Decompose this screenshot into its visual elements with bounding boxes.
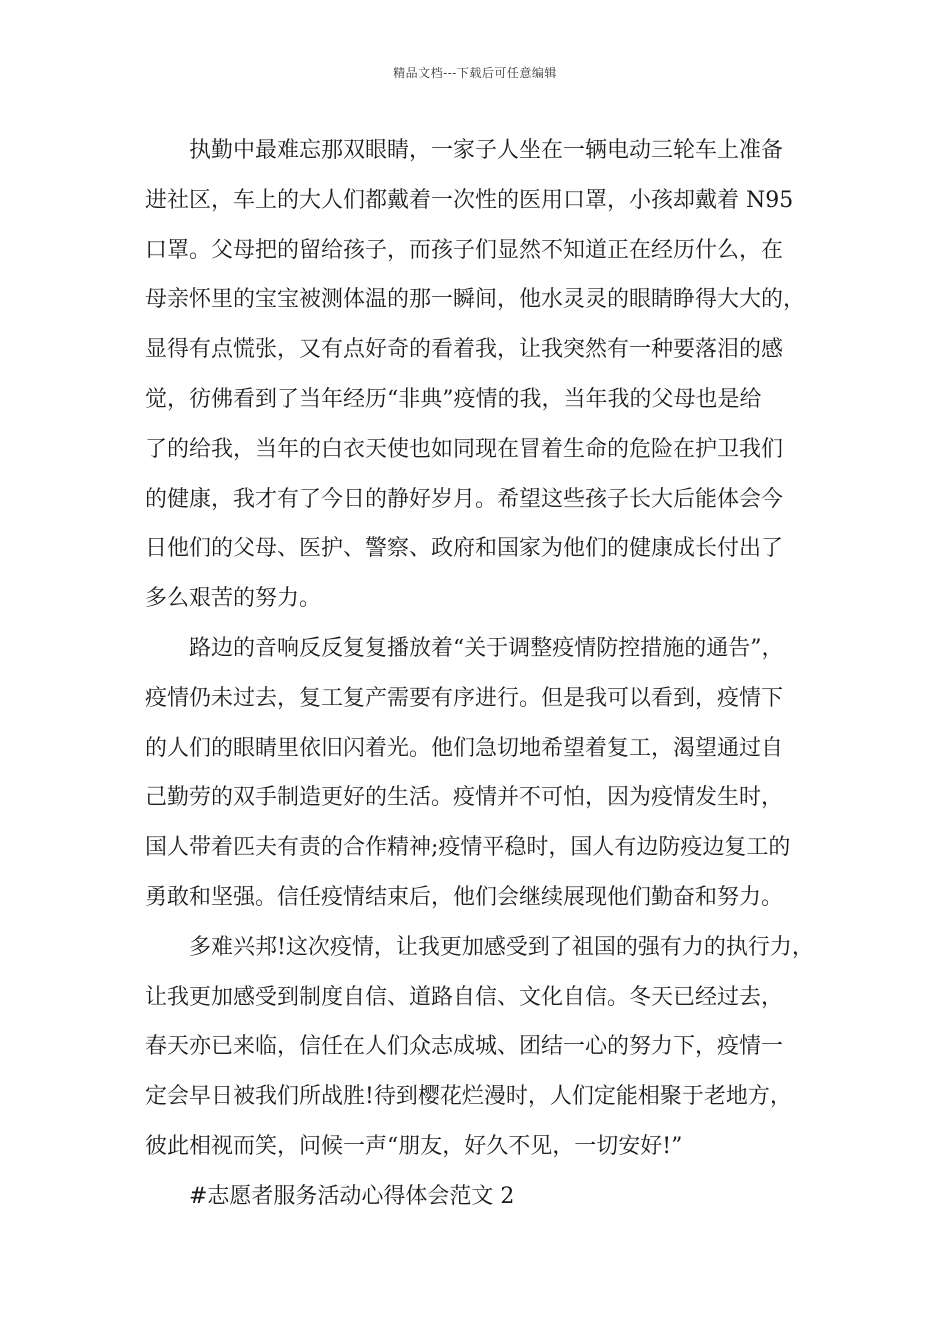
paragraph-1: [145, 126, 815, 624]
section-heading-text: #志愿者服务活动心得体会范文 2: [189, 1183, 515, 1209]
text-line: 口罩。父母把的留给孩子，而孩子们显然不知道正在经历什么，在: [145, 237, 784, 263]
section-heading: [145, 1172, 815, 1222]
text-line: 显得有点慌张，又有点好奇的看着我，让我突然有一种要落泪的感: [145, 337, 784, 363]
text-line: 多么艰苦的努力。: [145, 586, 322, 612]
text-line: 勇敢和坚强。信任疫情结束后，他们会继续展现他们勤奋和努力。: [145, 884, 784, 910]
text-line: 彼此相视而笑，问候一声“朋友，好久不见，一切安好!”: [145, 1133, 683, 1159]
paragraph-3: [145, 923, 815, 1172]
document-body: [145, 126, 815, 1222]
text-line: 觉，彷佛看到了当年经历“非典”疫情的我，当年我的父母也是给: [145, 386, 762, 412]
paragraph-2: [145, 624, 815, 923]
text-line: 执勤中最难忘那双眼睛，一家子人坐在一辆电动三轮车上准备: [189, 138, 784, 163]
text-line: 了的给我，当年的白衣天使也如同现在冒着生命的危险在护卫我们: [145, 436, 784, 462]
text-line: 的人们的眼睛里依旧闪着光。他们急切地希望着复工，渴望通过自: [145, 735, 784, 761]
text-line: 日他们的父母、医护、警察、政府和国家为他们的健康成长付出了: [145, 536, 784, 562]
text-line: 多难兴邦!这次疫情，让我更加感受到了祖国的强有力的执行力，: [189, 934, 814, 960]
text-line: 国人带着匹夫有责的合作精神;疫情平稳时，国人有边防疫边复工的: [145, 835, 791, 861]
text-line: 定会早日被我们所战胜!待到樱花烂漫时，人们定能相聚于老地方，: [145, 1084, 792, 1110]
text-line: 母亲怀里的宝宝被测体温的那一瞬间，他水灵灵的眼睛睁得大大的，: [145, 287, 806, 313]
text-line: 春天亦已来临，信任在人们众志成城、团结一心的努力下，疫情一: [145, 1034, 784, 1060]
page-header: 精品文档---下载后可任意编辑: [393, 66, 557, 80]
text-line: 己勤劳的双手制造更好的生活。疫情并不可怕，因为疫情发生时，: [145, 785, 784, 811]
text-line: 路边的音响反反复复播放着“关于调整疫情防控措施的通告”，: [189, 635, 784, 661]
text-line: 让我更加感受到制度自信、道路自信、文化自信。冬天已经过去，: [145, 984, 784, 1010]
text-line: 的健康，我才有了今日的静好岁月。希望这些孩子长大后能体会今: [145, 486, 784, 512]
text-line: 疫情仍未过去，复工复产需要有序进行。但是我可以看到，疫情下: [145, 685, 784, 711]
text-line: 进社区，车上的大人们都戴着一次性的医用口罩，小孩却戴着 N95: [145, 187, 794, 213]
